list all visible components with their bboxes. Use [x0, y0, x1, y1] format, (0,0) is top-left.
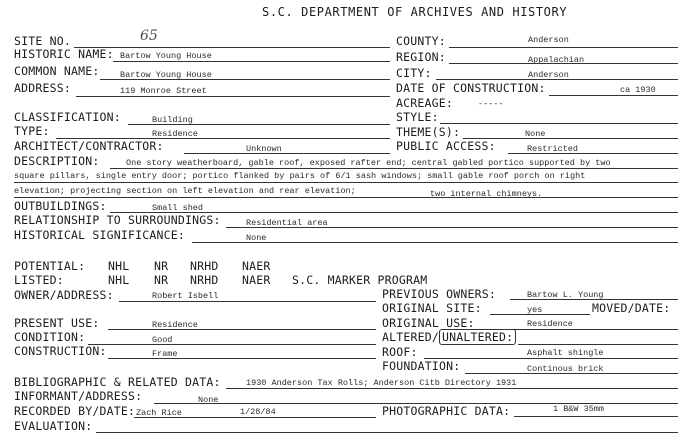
public-access-value: Restricted — [527, 144, 579, 154]
original-site-label: ORIGINAL SITE: — [382, 301, 482, 315]
relationship-label: RELATIONSHIP TO SURROUNDINGS: — [14, 213, 221, 227]
present-use-label: PRESENT USE: — [14, 316, 100, 330]
historic-name-label: HISTORIC NAME: — [14, 47, 114, 61]
previous-owners-label: PREVIOUS OWNERS: — [382, 287, 496, 301]
owner-address-value: Robert Isbell — [152, 291, 219, 301]
acreage-label: ACREAGE: — [396, 96, 453, 110]
historical-significance-label: HISTORICAL SIGNIFICANCE: — [14, 228, 185, 242]
architect-label: ARCHITECT/CONTRACTOR: — [14, 139, 164, 153]
present-use-line — [108, 329, 376, 330]
public-access-label: PUBLIC ACCESS: — [396, 139, 496, 153]
address-line — [76, 96, 390, 97]
date-construction-value: ca 1930 — [620, 85, 656, 95]
common-name-label: COMMON NAME: — [14, 64, 100, 78]
common-name-value: Bartow Young House — [120, 70, 212, 80]
description-line-3: elevation; projecting section on left elevation and rear elevation; — [14, 186, 356, 196]
construction-line — [108, 358, 376, 359]
roof-line — [424, 358, 678, 359]
historical-significance-value: None — [246, 233, 267, 243]
informant-label: INFORMANT/ADDRESS: — [14, 389, 143, 403]
outbuildings-value: Small shed — [152, 203, 204, 213]
construction-value: Frame — [152, 349, 178, 359]
relationship-line — [226, 227, 678, 228]
bibliographic-line — [226, 388, 678, 389]
previous-owners-value: Bartow L. Young — [527, 290, 604, 300]
classification-line — [128, 124, 390, 125]
description-label: DESCRIPTION: — [14, 154, 100, 168]
historic-name-line — [113, 61, 390, 62]
listed-naer: NAER — [242, 273, 271, 287]
listed-nhl: NHL — [108, 273, 130, 287]
architect-value: Unknown — [246, 144, 282, 154]
foundation-label: FOUNDATION: — [382, 359, 461, 373]
description-line-3b: two internal chimneys. — [430, 189, 543, 199]
address-value: 119 Monroe Street — [120, 86, 207, 96]
address-label: ADDRESS: — [14, 81, 71, 95]
bibliographic-value: 1930 Anderson Tax Rolls; Anderson Citb Directory 1931 — [246, 378, 517, 388]
owner-address-label: OWNER/ADDRESS: — [14, 288, 114, 302]
original-site-value: yes — [527, 305, 543, 315]
historic-name-value: Bartow Young House — [120, 51, 212, 61]
description-rule-2 — [14, 182, 678, 183]
condition-value: Good — [152, 335, 173, 345]
acreage-value: ----- — [478, 99, 504, 109]
theme-label: THEME(S): — [396, 125, 461, 139]
listed-label: LISTED: — [14, 273, 64, 287]
description-rule-3 — [14, 197, 678, 198]
architect-line — [184, 153, 390, 154]
potential-nrhd: NRHD — [190, 259, 219, 273]
description-line-2: square pillars, single entry door; portico flanked by pairs of 6/1 sash windows; small gable roof porch on right — [14, 171, 586, 181]
theme-value: None — [525, 129, 546, 139]
roof-value: Asphalt shingle — [527, 348, 604, 358]
unaltered-boxed-label: UNALTERED: — [439, 329, 516, 345]
altered-unaltered-line — [518, 344, 678, 345]
classification-value: Building — [152, 115, 193, 125]
altered-unaltered-label — [382, 331, 516, 343]
city-line — [436, 79, 678, 80]
present-use-value: Residence — [152, 320, 198, 330]
date-construction-line — [549, 95, 678, 96]
site-no-line — [74, 47, 390, 48]
region-value: Appalachian — [528, 55, 585, 65]
photographic-data-label: PHOTOGRAPHIC DATA: — [382, 404, 511, 418]
city-value: Anderson — [528, 70, 569, 80]
informant-value: None — [198, 395, 219, 405]
city-label: CITY: — [396, 66, 432, 80]
recorded-by-line — [134, 417, 376, 418]
construction-label: CONSTRUCTION: — [14, 344, 107, 358]
photographic-data-value: 1 B&W 35mm — [553, 404, 605, 414]
moved-date-label: MOVED/DATE: — [592, 301, 671, 315]
evaluation-line — [96, 432, 678, 433]
previous-owners-line — [510, 299, 678, 300]
form-title: S.C. DEPARTMENT OF ARCHIVES AND HISTORY — [262, 5, 568, 19]
county-value: Anderson — [528, 35, 569, 45]
photographic-data-line — [514, 416, 678, 417]
altered-label: ALTERED/ — [382, 330, 439, 344]
foundation-line — [465, 373, 678, 374]
recorded-by-label: RECORDED BY/DATE: — [14, 404, 136, 418]
original-use-label: ORIGINAL USE: — [382, 316, 475, 330]
relationship-value: Residential area — [246, 218, 328, 228]
bibliographic-label: BIBLIOGRAPHIC & RELATED DATA: — [14, 375, 221, 389]
recorded-date-value: 1/28/84 — [240, 407, 276, 417]
region-label: REGION: — [396, 50, 446, 64]
listed-marker-program: S.C. MARKER PROGRAM — [292, 273, 428, 287]
evaluation-label: EVALUATION: — [14, 419, 93, 433]
county-line — [449, 47, 678, 48]
owner-address-line — [119, 301, 376, 302]
type-label: TYPE: — [14, 124, 50, 138]
foundation-value: Continous brick — [527, 364, 604, 374]
roof-label: ROOF: — [382, 345, 418, 359]
listed-nr: NR — [154, 273, 169, 287]
site-no-label: SITE NO. — [14, 34, 71, 48]
potential-nr: NR — [154, 259, 169, 273]
condition-label: CONDITION: — [14, 330, 86, 344]
original-use-value: Residence — [527, 319, 573, 329]
classification-label: CLASSIFICATION: — [14, 110, 121, 124]
region-line — [449, 63, 678, 64]
description-line-1: One story weatherboard, gable roof, exposed rafter end; central gabled portico supported by two — [126, 158, 611, 168]
original-site-line — [490, 314, 590, 315]
condition-line — [88, 344, 376, 345]
outbuildings-label: OUTBUILDINGS: — [14, 199, 107, 213]
potential-label: POTENTIAL: — [14, 259, 86, 273]
style-line — [440, 123, 678, 124]
description-rule-1 — [110, 168, 678, 169]
county-label: COUNTY: — [396, 34, 446, 48]
historical-significance-line — [192, 242, 678, 243]
potential-naer: NAER — [242, 259, 271, 273]
style-label: STYLE: — [396, 110, 439, 124]
potential-nhl: NHL — [108, 259, 130, 273]
recorded-by-value: Zach Rice — [136, 408, 182, 418]
public-access-line — [508, 153, 678, 154]
date-construction-label: DATE OF CONSTRUCTION: — [396, 81, 546, 95]
listed-nrhd: NRHD — [190, 273, 219, 287]
site-no-value: 65 — [140, 28, 158, 44]
type-value: Residence — [152, 129, 198, 139]
common-name-line — [100, 79, 390, 80]
